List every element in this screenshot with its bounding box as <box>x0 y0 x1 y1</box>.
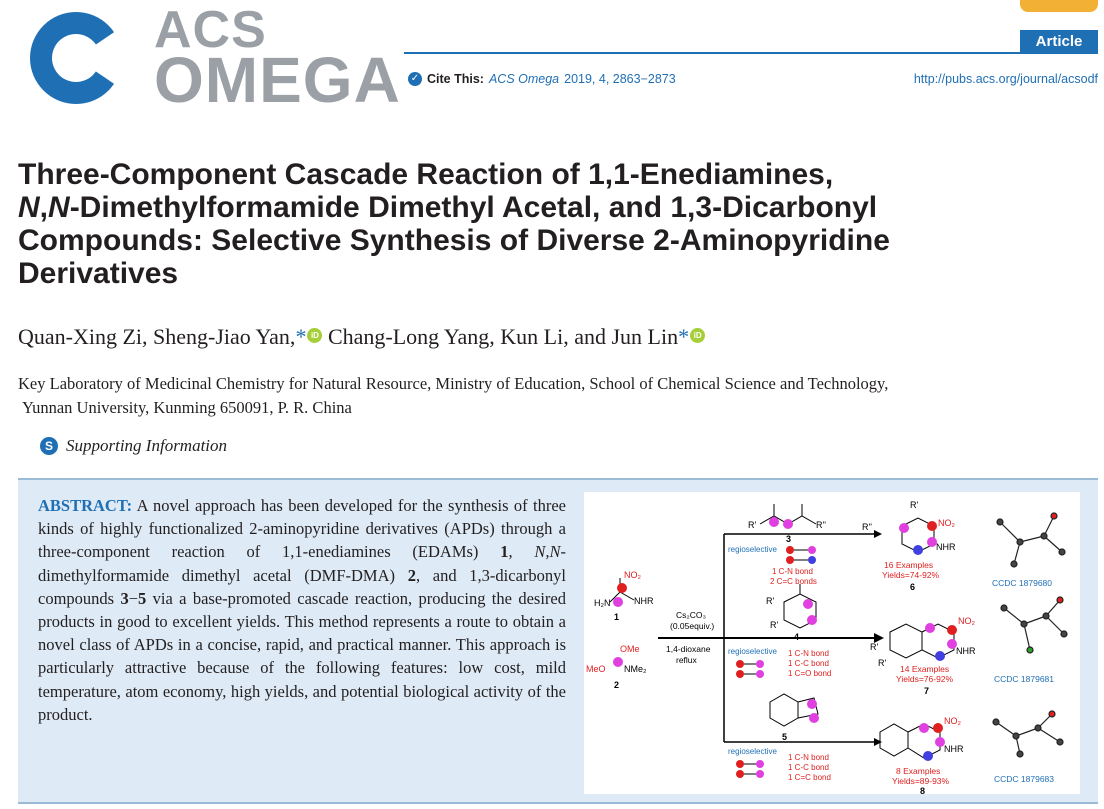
condition-label: reflux <box>676 655 697 665</box>
bond-label: 1 C-N bond <box>772 567 813 576</box>
corner-tab <box>1020 0 1098 12</box>
author-list <box>18 324 705 350</box>
bond-label: 1 C-N bond <box>788 649 829 658</box>
abstract-part: , and 1,3-dicarbonyl compounds <box>38 565 566 608</box>
journal-logo[interactable] <box>18 1 406 116</box>
regio-legend-1 <box>728 545 817 586</box>
compound-1 <box>594 570 654 622</box>
abstract-part: − <box>128 588 139 608</box>
nhr-label: NHR <box>936 542 956 552</box>
no2-label: NO₂ <box>938 518 955 528</box>
reagent-equiv-label: (0.05equiv.) <box>670 621 715 631</box>
r-prime-label: R' <box>910 500 919 510</box>
crystal-structure-7 <box>994 597 1067 684</box>
reagent-label: Cs₂CO₃ <box>676 610 706 620</box>
ccdc-label: CCDC 1879680 <box>992 578 1053 588</box>
compound-3 <box>748 504 826 544</box>
compound-2-label: 2 <box>614 680 620 690</box>
compound-5-label: 5 <box>782 732 788 742</box>
compound-1-label: 1 <box>614 612 620 622</box>
abstract-bold: 1 <box>500 542 509 562</box>
authors-part-1: Quan-Xing Zi, Sheng-Jiao Yan, <box>18 324 296 349</box>
title-line-1: Three-Component Cascade Reaction of 1,1-Enediamines, <box>18 158 834 191</box>
r-double-prime-label: R'' <box>816 520 826 530</box>
logo-acs: ACS <box>154 1 267 59</box>
product-7 <box>870 616 976 696</box>
regio-label-1: regioselective <box>728 545 777 554</box>
nhr-label: NHR <box>956 646 976 656</box>
article-type-badge: Article <box>1020 30 1098 54</box>
journal-url[interactable]: http://pubs.acs.org/journal/acsodf <box>913 72 1098 86</box>
abstract-part: , <box>508 542 535 562</box>
compound-6-label: 6 <box>910 582 916 592</box>
abstract-bold: 3 <box>120 588 129 608</box>
logo-omega: OMEGA <box>154 44 401 116</box>
nhr-label: NHR <box>634 596 654 606</box>
cite-journal[interactable]: ACS Omega <box>488 72 560 86</box>
abstract-part: via a base-promoted cascade reaction, producing the desired products in good to excellent yields. This method represents a route to obtain a novel class of APDs in a concise, rapid, and practical manner. This approach is particularly attractive because of the following features: low cost, mild temperature, atom economy, high yields, and potential biological activity of the product. <box>38 588 566 724</box>
product-6 <box>862 500 956 592</box>
nh-label: NHR <box>944 744 964 754</box>
r-prime-label: R' <box>878 658 887 668</box>
affiliation <box>18 372 1098 420</box>
r-prime-label: R' <box>770 620 779 630</box>
yields-label: Yields=74-92% <box>882 570 940 580</box>
bond-label: 1 C=O bond <box>788 669 832 678</box>
bond-label: 1 C-C bond <box>788 659 829 668</box>
r-prime-label: R' <box>870 642 879 652</box>
no2-label: NO₂ <box>958 616 975 626</box>
abstract-bold: 5 <box>138 588 147 608</box>
compound-5 <box>770 694 819 742</box>
compound-3-label: 3 <box>786 534 792 544</box>
no2-label: NO₂ <box>944 716 961 726</box>
toc-graphic[interactable] <box>584 492 1080 794</box>
meo-label: MeO <box>586 664 606 674</box>
ccdc-label: CCDC 1879683 <box>994 774 1055 784</box>
h2n-label: H₂N <box>594 598 611 608</box>
affiliation-line-2: Yunnan University, Kunming 650091, P. R. China <box>22 398 352 417</box>
no2-label: NO₂ <box>624 570 641 580</box>
r-double-prime-label: R'' <box>862 522 872 532</box>
supporting-info-icon: S <box>40 437 58 455</box>
nme2-label: NMe₂ <box>624 664 647 674</box>
abstract-text <box>38 494 566 726</box>
product-8 <box>880 716 964 794</box>
article-title <box>18 158 1088 290</box>
title-italic-n2: N <box>48 191 70 224</box>
examples-label: 8 Examples <box>896 766 941 776</box>
compound-2 <box>586 644 647 690</box>
title-line-4: Derivatives <box>18 257 179 290</box>
omega-ring-icon <box>18 6 148 110</box>
title-italic-n: N <box>18 191 40 224</box>
title-line-3: Compounds: Selective Synthesis of Diverse 2-Aminopyridine <box>18 224 890 257</box>
bond-label: 2 C=C bonds <box>770 577 817 586</box>
header-rule <box>404 52 1098 54</box>
crystal-structure-8 <box>993 711 1063 784</box>
title-line-2-rest: -Dimethylformamide Dimethyl Acetal, and 1,3-Dicarbonyl <box>69 191 878 224</box>
abstract-label: ABSTRACT: <box>38 496 133 515</box>
abstract-bold: 2 <box>407 565 416 585</box>
ccdc-label: CCDC 1879681 <box>994 674 1055 684</box>
r-prime-label: R' <box>766 596 775 606</box>
regio-label-3: regioselective <box>728 747 777 756</box>
r-prime-label: R' <box>748 520 757 530</box>
examples-label: 16 Examples <box>884 560 934 570</box>
regio-legend-2 <box>728 647 831 678</box>
compound-8-label: 8 <box>920 786 926 794</box>
regio-legend-3 <box>728 747 831 782</box>
citation[interactable] <box>408 72 676 86</box>
solvent-label: 1,4-dioxane <box>666 644 711 654</box>
cite-label: Cite This: <box>427 72 484 86</box>
ome-label: OMe <box>620 644 640 654</box>
abstract-italic: N,N <box>534 542 561 562</box>
authors-part-2: Chang-Long Yang, Kun Li, and Jun Lin <box>327 324 679 349</box>
yields-label: Yields=76-92% <box>896 674 954 684</box>
reaction-scheme <box>584 492 1080 794</box>
yields-label: Yields=89-93% <box>892 776 950 786</box>
compound-4 <box>766 584 817 642</box>
supporting-info-label[interactable]: Supporting Information <box>66 436 228 455</box>
abstract-part: -dimethylformamide dimethyl acetal (DMF-DMA) <box>38 542 567 585</box>
bond-label: 1 C-N bond <box>788 753 829 762</box>
affiliation-line-1: Key Laboratory of Medicinal Chemistry for Natural Resource, Ministry of Education, School of Chemical Science and Technology, <box>18 374 889 393</box>
supporting-information-link[interactable] <box>40 436 227 456</box>
compound-7-label: 7 <box>924 686 930 696</box>
regio-label-2: regioselective <box>728 647 777 656</box>
title-line-2 <box>18 191 1088 224</box>
bond-label: 1 C=C bond <box>788 773 831 782</box>
corresponding-star-2[interactable]: * <box>678 324 690 349</box>
compound-4-label: 4 <box>794 632 800 642</box>
examples-label: 14 Examples <box>900 664 950 674</box>
corresponding-star[interactable]: * <box>295 324 307 349</box>
abstract-panel <box>18 478 1098 804</box>
cite-ref[interactable]: 2019, 4, 2863−2873 <box>564 72 676 86</box>
bond-label: 1 C-C bond <box>788 763 829 772</box>
cite-icon: ✓ <box>408 72 422 86</box>
orcid-icon-2[interactable]: iD <box>690 328 705 343</box>
title-comma: , <box>39 191 49 224</box>
abstract-part: A novel approach has been developed for the synthesis of three kinds of highly functionalized 2-aminopyridine derivatives (APDs) through a three-component reaction of 1,1-enediamines (EDAMs) <box>38 496 566 562</box>
orcid-icon[interactable]: iD <box>307 328 322 343</box>
crystal-structure-6 <box>992 513 1065 588</box>
